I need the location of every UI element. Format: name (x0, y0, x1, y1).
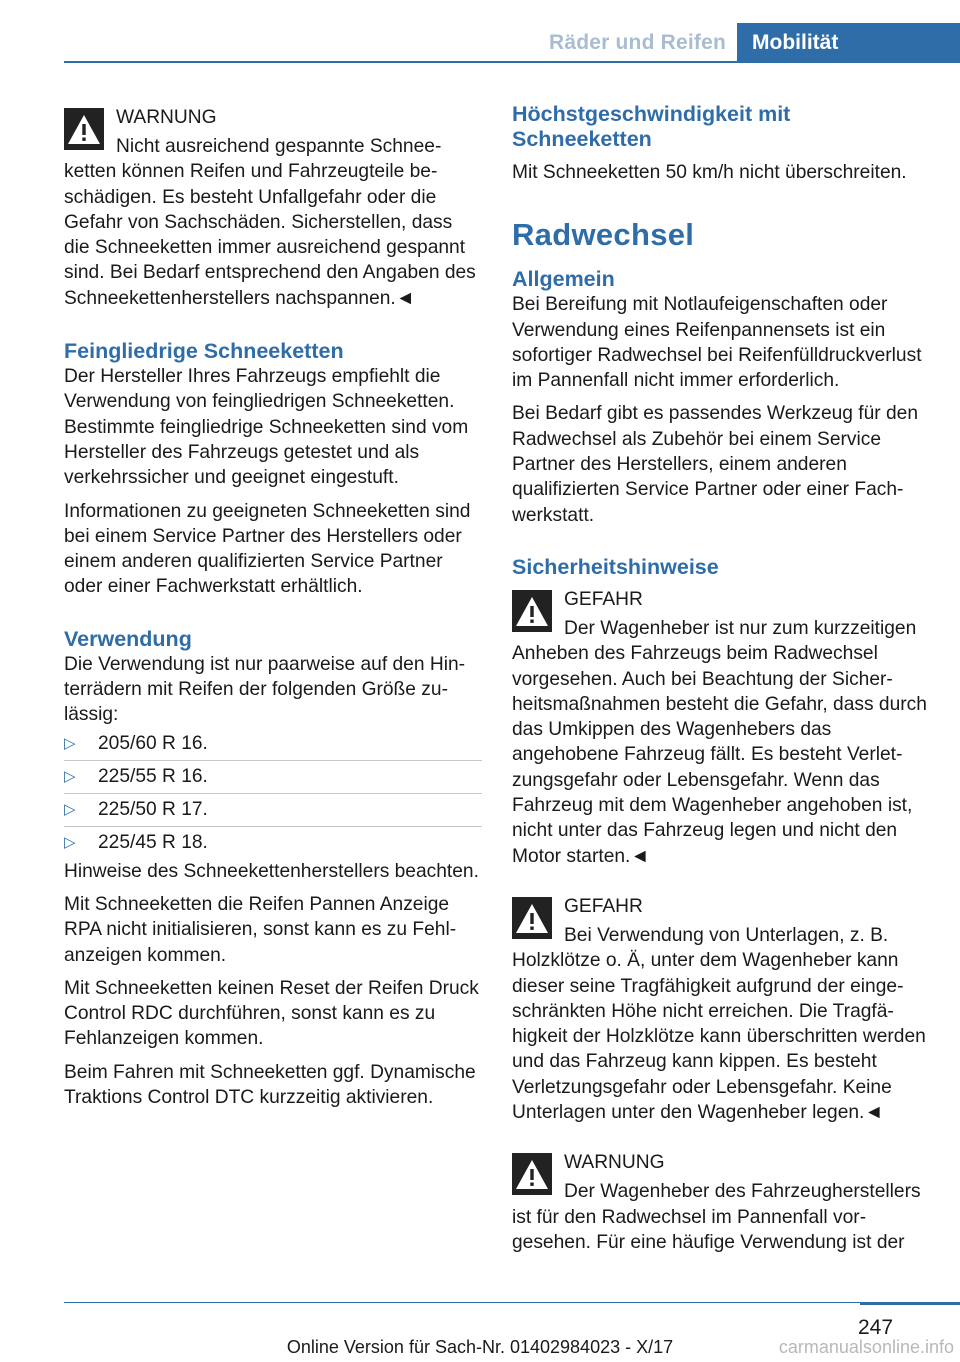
danger-label: GEFAHR (564, 588, 643, 610)
warning-triangle-icon (512, 1153, 552, 1195)
online-version-note: Online Version für Sach-Nr. 01402984023 - X/17 (286, 1337, 674, 1357)
footer-rule (64, 1302, 960, 1303)
paragraph: Mit Schneeketten 50 km/h nicht überschreiten. (512, 162, 907, 183)
warning-text: Nicht ausreichend gespannte Schneeketten können Reifen und Fahrzeugteile beschädigen. Es besteht Unfallgefahr oder die Gefahr von Sachschäden. Sicherstellen, dass die Schneeketten immer ausreichend gespannt sind. Bei Bedarf entsprechend den Angaben des Schneekettenherstellers nachspannen.◄ (64, 136, 476, 309)
footer-rule-accent (860, 1302, 960, 1305)
warning-box (512, 1147, 930, 1255)
warning-text: Der Wagenheber des Fahrzeugherstellers ist für den Radwechsel im Pannenfall vorgesehen. Für eine häufige Verwendung ist der (512, 1181, 921, 1253)
list-item: ▷ 225/55 R 16. (64, 761, 482, 794)
warning-label: WARNUNG (564, 1152, 665, 1174)
paragraph: Hinweise des Schneekettenherstellers beachten. (64, 860, 479, 882)
paragraph: Informationen zu geeigneten Schneeketten sind bei einem Service Partner des Herstellers oder einem anderen qualifizierten Service Partner oder einer Fachwerkstatt erhältlich. (64, 500, 471, 598)
right-column (512, 102, 930, 1263)
heading-allgemein: Allgemein (512, 267, 615, 292)
paragraph: Beim Fahren mit Schneeketten ggf. Dynamische Traktions Control DTC kurzzeitig aktivieren. (64, 1061, 476, 1109)
bullet-triangle-icon: ▷ (64, 800, 76, 818)
list-item: ▷ 225/50 R 17. (64, 794, 482, 827)
paragraph: Bei Bereifung mit Notlaufeigenschaften oder Verwendung eines Reifenpannensets ist ein sofortiger Radwechsel bei Reifenfülldruckverlust im Pannenfall nicht immer erforderlich. (512, 294, 922, 392)
danger-box (512, 891, 930, 1125)
size-list (64, 728, 482, 859)
warning-triangle-icon (64, 108, 104, 150)
watermark: carmanualsonline.info (778, 1337, 954, 1357)
chapter-tab: Mobilität (737, 23, 960, 62)
paragraph: Mit Schneeketten die Reifen Pannen Anzeige RPA nicht initialisieren, sonst kann es zu Fehlanzeigen kommen. (64, 893, 457, 966)
header-rule (64, 61, 960, 63)
list-item: ▷ 205/60 R 16. (64, 728, 482, 761)
paragraph: Der Hersteller Ihres Fahrzeugs empfiehlt die Verwendung von feingliedrigen Schneeketten. Bestimmte feingliedrige Schneeketten sind vom Hersteller des Fahrzeugs getestet und als verkehrssicher und geeignet eingestuft. (64, 366, 469, 489)
danger-box (512, 584, 930, 869)
warning-triangle-icon (512, 590, 552, 632)
warning-box (64, 102, 482, 311)
heading-feingliedrig: Feingliedrige Schneeketten (64, 339, 344, 364)
paragraph: Mit Schneeketten keinen Reset der Reifen Druck Control RDC durchführen, sonst kann es zu Fehlanzeigen kommen. (64, 977, 479, 1050)
page-number: 247 (858, 1316, 894, 1339)
list-item: ▷ 225/45 R 18. (64, 827, 482, 859)
heading-verwendung: Verwendung (64, 626, 192, 651)
heading-radwechsel: Radwechsel (512, 217, 695, 253)
bullet-triangle-icon: ▷ (64, 767, 76, 785)
warning-triangle-icon (512, 897, 552, 939)
danger-label: GEFAHR (564, 895, 643, 917)
danger-text: Bei Verwendung von Unterlagen, z. B. Holzklötze o. Ä, unter dem Wagenheber kann dieser seine Tragfähigkeit aufgrund der eingeschränkten Höhe nicht erreichen. Die Tragfähigkeit der Holzklötze kann überschritten werden und das Fahrzeug kann kippen. Es besteht Verletzungsgefahr oder Lebensgefahr. Keine Unterlagen unter den Wagenheber legen.◄ (512, 924, 926, 1124)
danger-text: Der Wagenheber ist nur zum kurzzeitigen Anheben des Fahrzeugs beim Radwechsel vorgesehen. Auch bei Beachtung der Sicherheitsmaßnahmen besteht die Gefahr, dass durch das Umkippen des Wagenhebers das angehobene Fahrzeug fällt. Es besteht Verletzungsgefahr oder Lebensgefahr. Wenn das Fahrzeug mit dem Wagenheber angehoben ist, nicht unter das Fahrzeug legen und nicht den Motor starten.◄ (512, 617, 927, 867)
paragraph: Bei Bedarf gibt es passendes Werkzeug für den Radwechsel als Zubehör bei einem Service Partner des Herstellers, einem anderen qualifizierten Service Partner oder einer Fachwerkstatt. (512, 403, 919, 526)
bullet-triangle-icon: ▷ (64, 833, 76, 851)
page-header (0, 0, 960, 62)
paragraph: Die Verwendung ist nur paarweise auf den Hinterrädern mit Reifen der folgenden Größe zulässig: (64, 653, 466, 726)
warning-label: WARNUNG (116, 107, 217, 128)
heading-sicherheitshinweise: Sicherheitshinweise (512, 554, 719, 579)
section-tab: Räder und Reifen (548, 31, 727, 54)
left-column (64, 102, 482, 1118)
heading-hoechstgeschwindigkeit: Höchstgeschwindigkeit mit Schneeketten (512, 102, 791, 151)
bullet-triangle-icon: ▷ (64, 734, 76, 752)
